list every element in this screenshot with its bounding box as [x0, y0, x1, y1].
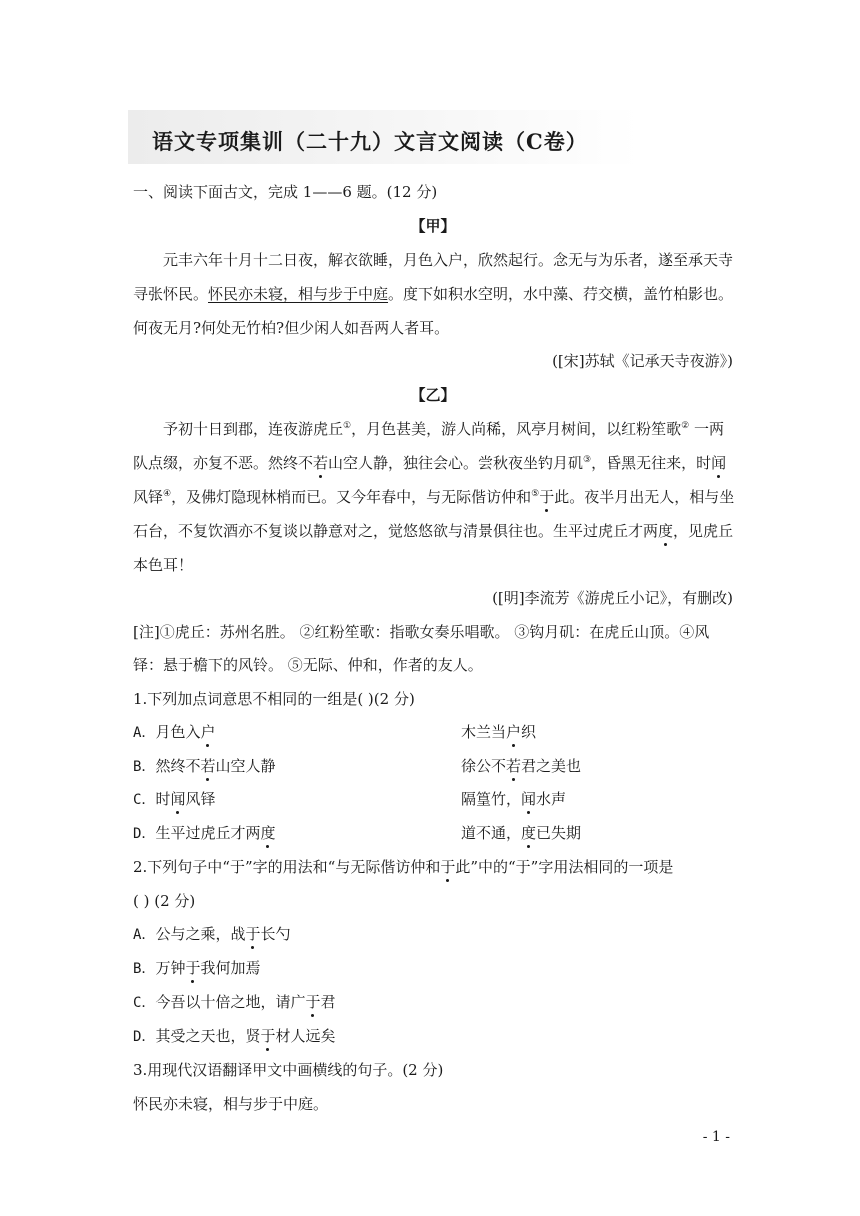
option-text: 其受之天也，贤	[155, 1027, 261, 1045]
dotted-word: 若	[200, 757, 216, 775]
option-label: C．	[133, 792, 156, 808]
page-number: - 1 -	[702, 1129, 730, 1145]
option-text: 君之美也	[521, 757, 582, 775]
option-compare	[461, 756, 581, 776]
question-1-stem: 1.下列加点词意思不相同的一组是( )(2 分)	[133, 690, 415, 708]
q2-option-a	[133, 924, 733, 945]
dotted-word: 度	[658, 522, 674, 540]
option-text: 已失期	[536, 824, 582, 842]
dotted-word: 于	[305, 993, 321, 1011]
dotted-word: 闻	[711, 454, 727, 472]
jia-line-1: 元丰六年十月十二日夜，解衣欲睡，月色入户，欣然起行。念无与为乐者，遂至承天寺	[163, 251, 734, 269]
yi-line-4	[133, 521, 733, 541]
option-label: D．	[133, 826, 156, 842]
dotted-word: 闻	[521, 790, 537, 808]
notes-line-2: 铎：悬于檐下的风铃。 ⑤无际、仲和，作者的友人。	[133, 656, 483, 674]
yi-source: ([明]李流芳《游虎丘小记》，有删改)	[492, 589, 733, 607]
option-text: 然终不	[155, 757, 201, 775]
jia-line-2	[133, 284, 733, 304]
option-text: 风铎	[185, 790, 216, 808]
option-text: 织	[521, 723, 537, 741]
option-text: 水声	[536, 790, 567, 808]
question-2-stem	[133, 857, 733, 877]
yi-line-2	[133, 453, 733, 473]
jia-line-3: 何夜无月?何处无竹柏?但少闲人如吾两人者耳。	[133, 319, 450, 337]
yi-text: 石台，不复饮酒亦不复谈以静意对之，觉悠悠欲与清景俱往也。生平过虎丘才两	[133, 522, 659, 540]
stem-text: 此”中的“于”字用法相同的一项是	[455, 858, 674, 876]
yi-line-1	[163, 419, 733, 439]
note-marker: ①	[343, 421, 352, 431]
dotted-word: 若	[313, 454, 329, 472]
dotted-word: 度	[521, 824, 537, 842]
yi-text: 山空人静，独往会心。尝秋夜坐钓月矶	[328, 454, 584, 472]
option-text: 山空人静	[215, 757, 276, 775]
dotted-word: 于	[245, 925, 261, 943]
page-title: 语文专项集训（二十九）文言文阅读（C卷）	[152, 129, 588, 154]
option-label: B．	[133, 759, 156, 775]
q2-option-d	[133, 1026, 733, 1047]
option-text: 生平过虎丘才两	[155, 824, 261, 842]
q1-option-a	[133, 722, 733, 743]
note-marker: ④	[163, 489, 172, 499]
option-text: 月色入	[155, 723, 201, 741]
yi-heading: 【乙】	[410, 386, 456, 404]
option-compare	[461, 789, 566, 809]
question-3-sentence: 怀民亦未寝，相与步于中庭。	[133, 1095, 329, 1113]
stem-text: 2.下列句子中“于”字的用法和“与无际偕访仲和	[133, 858, 441, 876]
dotted-word: 于	[185, 959, 201, 977]
yi-line-3	[133, 487, 733, 507]
option-label: B．	[133, 961, 156, 977]
option-text: 徐公不	[461, 757, 507, 775]
yi-text: ，见虎丘	[673, 522, 734, 540]
q1-option-d	[133, 823, 733, 844]
yi-text: ，及佛灯隐现林梢而已。又今年春中，与无际偕访仲和	[171, 488, 532, 506]
dotted-word: 度	[260, 824, 276, 842]
dotted-word: 闻	[170, 790, 186, 808]
dotted-word: 若	[506, 757, 522, 775]
yi-line-5: 本色耳！	[133, 556, 194, 574]
dotted-word: 户	[200, 723, 216, 741]
option-text: 隔篁竹，	[461, 790, 522, 808]
yi-text: ，月色甚美，游人尚稀，风亭月树间，以红粉笙歌	[351, 420, 682, 438]
option-text: 材人远矣	[275, 1027, 336, 1045]
jia-heading: 【甲】	[410, 217, 456, 235]
q2-option-c	[133, 992, 733, 1013]
option-text: 君	[320, 993, 336, 1011]
jia-line-2-start: 寻张怀民。	[133, 285, 209, 303]
option-text: 道不通，	[461, 824, 522, 842]
note-marker: ②	[681, 421, 690, 431]
q2-option-b	[133, 958, 733, 979]
q1-option-b	[133, 756, 733, 777]
dotted-word: 于	[440, 858, 456, 876]
yi-text: 队点缀，亦复不恶。然终不	[133, 454, 314, 472]
option-compare	[461, 823, 581, 843]
dotted-word: 于	[260, 1027, 276, 1045]
jia-source: ([宋]苏轼《记承天寺夜游》)	[552, 352, 733, 370]
note-marker: ③	[583, 455, 592, 465]
option-text: 今吾以十倍之地，请广	[155, 993, 306, 1011]
question-2-stem-cont: ( ) (2 分)	[133, 892, 196, 910]
yi-text: 此。夜半月出无人，相与坐	[554, 488, 735, 506]
jia-line-2-end: 。度下如积水空明，水中藻、荇交横，盖竹柏影也。	[388, 285, 734, 303]
yi-text: ，昏黑无往来，时	[591, 454, 712, 472]
q1-option-c	[133, 789, 733, 810]
dotted-word: 于	[539, 488, 555, 506]
section-intro: 一、阅读下面古文，完成 1——6 题。(12 分)	[133, 183, 438, 201]
option-text: 长勺	[260, 925, 291, 943]
option-label: C．	[133, 995, 156, 1011]
note-marker: ⑤	[531, 489, 540, 499]
yi-text: 予初十日到郡，连夜游虎丘	[163, 420, 344, 438]
option-label: A．	[133, 927, 156, 943]
option-compare	[461, 722, 536, 742]
option-text: 万钟	[155, 959, 186, 977]
yi-text: 一两	[689, 420, 724, 438]
option-text: 公与之乘，战	[155, 925, 246, 943]
option-label: A．	[133, 725, 156, 741]
option-text: 时	[155, 790, 171, 808]
option-label: D．	[133, 1029, 156, 1045]
option-text: 木兰当	[461, 723, 507, 741]
notes-line-1: [注]①虎丘：苏州名胜。 ②红粉笙歌：指歌女奏乐唱歌。 ③钩月矶：在虎丘山顶。④风	[133, 623, 710, 641]
yi-text: 风铎	[133, 488, 164, 506]
question-3-stem: 3.用现代汉语翻译甲文中画横线的句子。(2 分)	[133, 1061, 444, 1079]
option-text: 我何加焉	[200, 959, 261, 977]
underlined-sentence: 怀民亦未寝，相与步于中庭	[208, 285, 389, 303]
dotted-word: 户	[506, 723, 522, 741]
